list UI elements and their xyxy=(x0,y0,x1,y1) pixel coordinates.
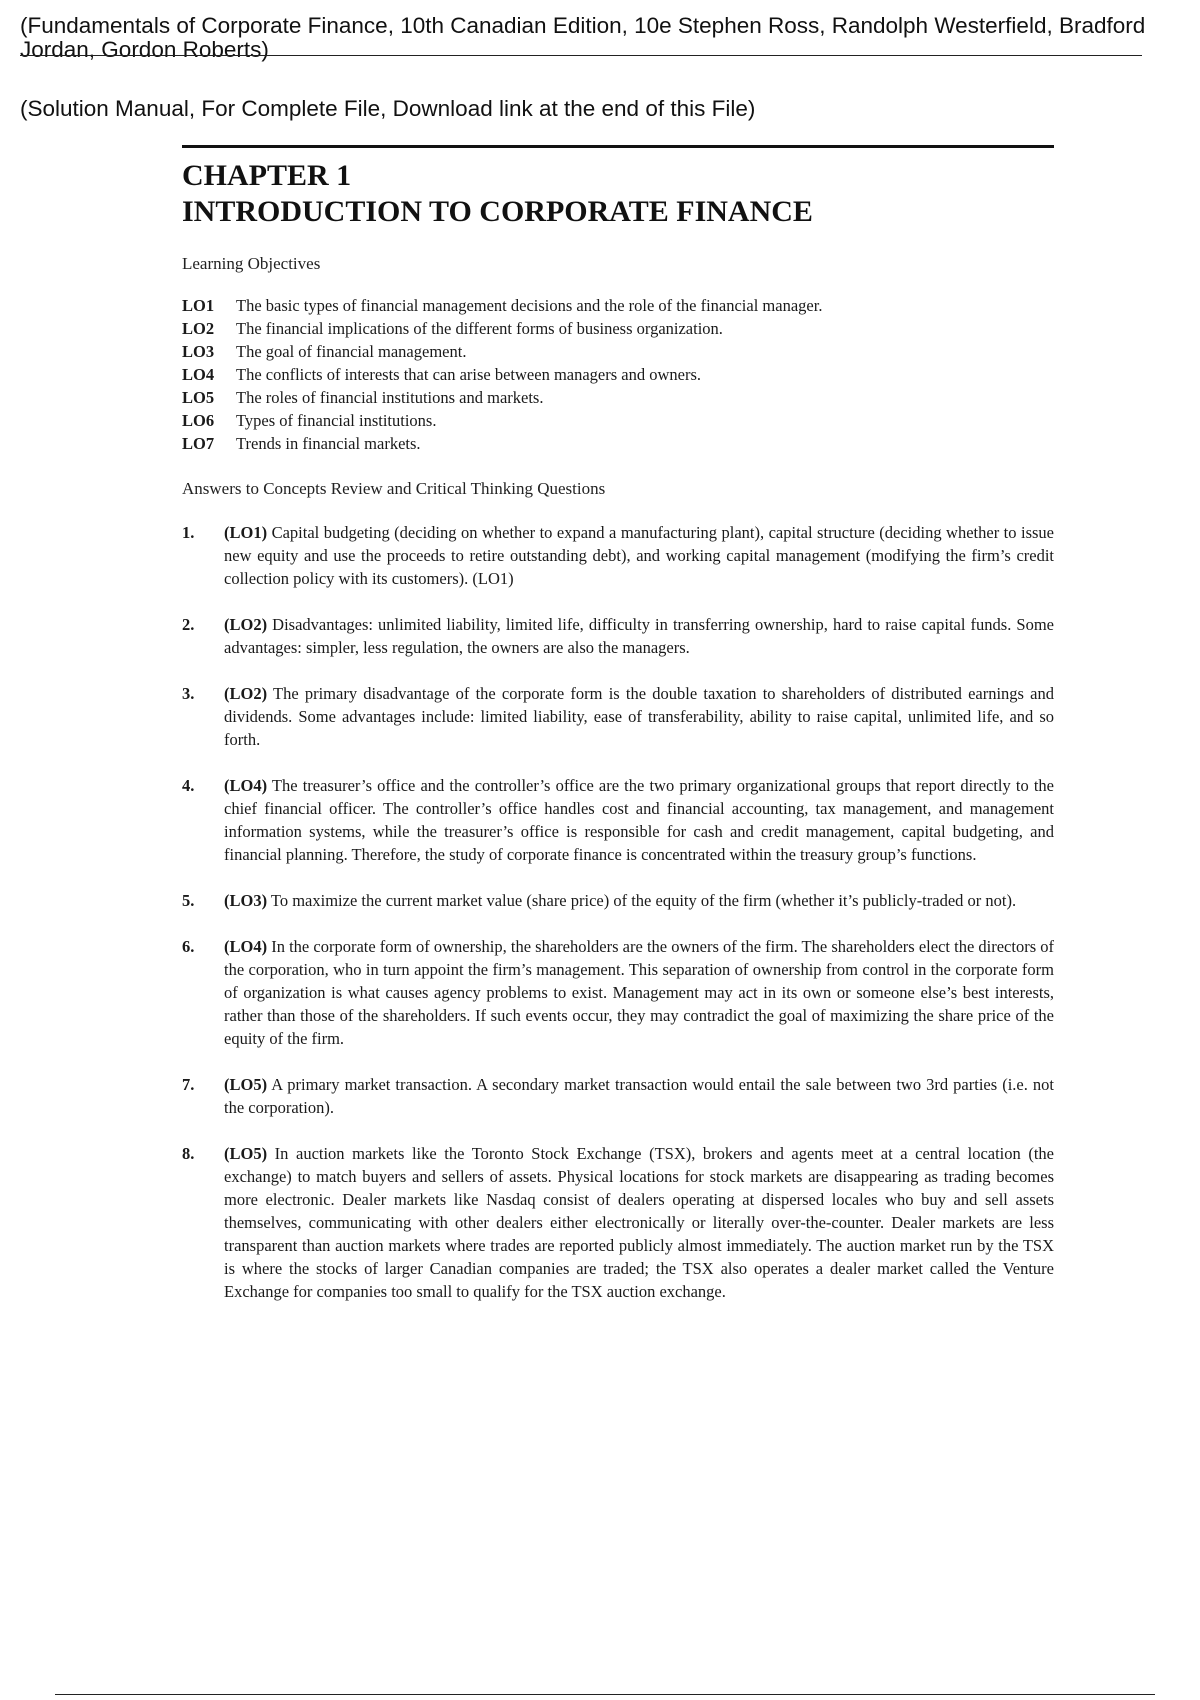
answer-lo-tag: (LO2) xyxy=(224,684,268,703)
answer-number: 6. xyxy=(182,937,195,956)
answer-body xyxy=(224,774,1054,866)
header-line-1: (Fundamentals of Corporate Finance, 10th Canadian Edition, 10e Stephen Ross, Randolph Westerfield, Bradford xyxy=(20,14,1146,38)
answer-item xyxy=(182,1142,1054,1303)
solution-manual-note: (Solution Manual, For Complete File, Download link at the end of this File) xyxy=(20,96,756,121)
answer-text: A primary market transaction. A secondary market transaction would entail the sale between two 3rd parties (i.e. not the corporation). xyxy=(224,1075,1054,1117)
answer-text: In auction markets like the Toronto Stock Exchange (TSX), brokers and agents meet at a central location (the exchange) to match buyers and sellers of assets. Physical locations for stock markets are disappearing as trading becomes more electronic. Dealer markets like Nasdaq consist of dealers operating at dispersed locales who buy and sell assets themselves, communicating with other dealers either electronically or literally over-the-counter. Dealer markets are less transparent than auction markets where trades are reported publicly almost immediately. The auction market run by the TSX is where the stocks of larger Canadian companies are traded; the TSX also operates a dealer market called the Venture Exchange for companies too small to qualify for the TSX auction exchange. xyxy=(224,1144,1054,1301)
learning-objective-item xyxy=(182,386,1054,409)
lo-code: LO6 xyxy=(182,411,215,430)
lo-text: Trends in financial markets. xyxy=(236,434,421,453)
lo-code: LO5 xyxy=(182,388,215,407)
answer-body xyxy=(224,1073,1054,1119)
lo-text: The financial implications of the different forms of business organization. xyxy=(236,319,723,338)
lo-code: LO1 xyxy=(182,296,215,315)
chapter-name: INTRODUCTION TO CORPORATE FINANCE xyxy=(182,195,813,228)
header-line-2: Jordan, Gordon Roberts) xyxy=(20,37,269,62)
answer-lo-tag: (LO2) xyxy=(224,615,268,634)
answer-item xyxy=(182,935,1054,1050)
answer-number: 2. xyxy=(182,615,195,634)
answer-lo-tag: (LO5) xyxy=(224,1075,268,1094)
answer-item xyxy=(182,613,1054,659)
lo-code: LO2 xyxy=(182,319,215,338)
answer-body xyxy=(224,682,1054,751)
answer-item xyxy=(182,889,1054,912)
lo-code: LO3 xyxy=(182,342,215,361)
answer-text: The treasurer’s office and the controller’s office are the two primary organizational groups that report directly to the chief financial officer. The controller’s office handles cost and financial accounting, tax management, and management information systems, while the treasurer’s office is responsible for cash and credit management, capital budgeting, and financial planning. Therefore, the study of corporate finance is concentrated within the treasury group’s functions. xyxy=(224,776,1054,864)
lo-text: The goal of financial management. xyxy=(236,342,467,361)
answer-item xyxy=(182,774,1054,866)
learning-objectives-heading: Learning Objectives xyxy=(182,254,321,273)
answer-body xyxy=(224,521,1054,590)
answer-text: Capital budgeting (deciding on whether to expand a manufacturing plant), capital structure (deciding whether to issue new equity and use the proceeds to retire outstanding debt), and working capital management (modifying the firm’s credit collection policy with its customers). (LO1) xyxy=(224,523,1054,588)
answer-lo-tag: (LO5) xyxy=(224,1144,268,1163)
answer-number: 5. xyxy=(182,891,195,910)
answer-number: 4. xyxy=(182,776,195,795)
answer-text: To maximize the current market value (share price) of the equity of the firm (whether it’s publicly-traded or not). xyxy=(267,891,1017,910)
answer-lo-tag: (LO3) xyxy=(224,891,268,910)
learning-objective-item xyxy=(182,409,1054,432)
answer-body xyxy=(224,613,1054,659)
lo-text: The conflicts of interests that can arise between managers and owners. xyxy=(236,365,702,384)
lo-text: The basic types of financial management decisions and the role of the financial manager. xyxy=(236,296,823,315)
chapter-number: CHAPTER 1 xyxy=(182,159,352,192)
answer-item xyxy=(182,682,1054,751)
answers-heading: Answers to Concepts Review and Critical Thinking Questions xyxy=(182,479,606,498)
lo-text: The roles of financial institutions and markets. xyxy=(236,388,544,407)
footer-divider xyxy=(55,1694,1155,1695)
answer-body xyxy=(224,889,1054,912)
learning-objectives-list xyxy=(182,294,1054,455)
lo-code: LO7 xyxy=(182,434,215,453)
answer-text: The primary disadvantage of the corporate form is the double taxation to shareholders of distributed earnings and dividends. Some advantages include: limited liability, ease of transferability, ability to raise capital, unlimited life, and so forth. xyxy=(224,684,1054,749)
answer-body xyxy=(224,935,1054,1050)
chapter-top-rule xyxy=(182,145,1054,148)
learning-objective-item xyxy=(182,294,1054,317)
answer-lo-tag: (LO4) xyxy=(224,776,268,795)
chapter-title xyxy=(182,158,1054,230)
answer-number: 7. xyxy=(182,1075,195,1094)
answer-number: 3. xyxy=(182,684,195,703)
answer-body xyxy=(224,1142,1054,1303)
learning-objective-item xyxy=(182,363,1054,386)
answer-item xyxy=(182,1073,1054,1119)
learning-objective-item xyxy=(182,340,1054,363)
answers-list xyxy=(182,521,1054,1303)
learning-objective-item xyxy=(182,317,1054,340)
chapter-page xyxy=(182,145,1054,1326)
learning-objective-item xyxy=(182,432,1054,455)
answer-text: Disadvantages: unlimited liability, limited life, difficulty in transferring ownership, hard to raise capital funds. Some advantages: simpler, less regulation, the owners are also the managers. xyxy=(224,615,1054,657)
answer-number: 8. xyxy=(182,1144,195,1163)
lo-text: Types of financial institutions. xyxy=(236,411,437,430)
answer-item xyxy=(182,521,1054,590)
answer-text: In the corporate form of ownership, the shareholders are the owners of the firm. The shareholders elect the directors of the corporation, who in turn appoint the firm’s management. This separation of ownership from control in the corporate form of organization is what causes agency problems to exist. Management may act in its own or someone else’s best interests, rather than those of the shareholders. If such events occur, they may contradict the goal of maximizing the share price of the equity of the firm. xyxy=(224,937,1054,1048)
answer-number: 1. xyxy=(182,523,195,542)
answer-lo-tag: (LO1) xyxy=(224,523,268,542)
lo-code: LO4 xyxy=(182,365,215,384)
answer-lo-tag: (LO4) xyxy=(224,937,268,956)
header-divider xyxy=(20,55,1142,56)
